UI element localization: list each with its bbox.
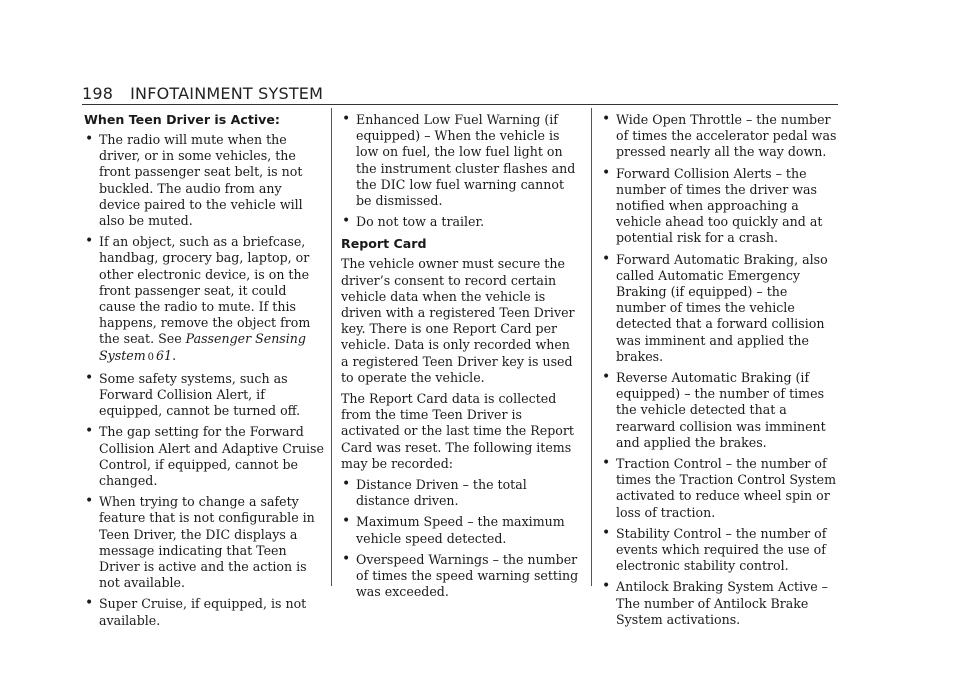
list-item: • Super Cruise, if equipped, is not available. xyxy=(84,596,324,628)
list-item: • Maximum Speed – the maximum vehicle speed detected. xyxy=(341,514,581,546)
page-number: 198 xyxy=(82,84,114,103)
list-item: • Distance Driven – the total distance driven. xyxy=(341,477,581,509)
passenger-sensing-link[interactable]: Passenger Sensing System xyxy=(99,331,306,363)
page-reference[interactable]: 61 xyxy=(156,347,173,363)
column-divider-2 xyxy=(591,108,592,586)
list-item: • Overspeed Warnings – the number of times the speed warning setting was exceeded. xyxy=(341,552,581,601)
list-item: • If an object, such as a briefcase, handbag, grocery bag, laptop, or other electronic device, is on the front passenger seat, it could cause the radio to mute. If this happens, remove the object from the seat. See Passenger Sensing System 0 61. xyxy=(84,234,324,366)
header-rule xyxy=(82,104,838,105)
report-card-paragraph-2: The Report Card data is collected from the time Teen Driver is activated or the last time the Report Card was reset. The following items may be recorded: xyxy=(341,391,574,471)
list-item: • Enhanced Low Fuel Warning (if equipped) – When the vehicle is low on fuel, the low fuel light on the instrument cluster flashes and the DIC low fuel warning cannot be dismissed. xyxy=(341,112,581,209)
teen-driver-active-list xyxy=(84,132,324,629)
report-card-items-list xyxy=(341,477,581,600)
page-header xyxy=(82,84,323,103)
report-card-items-list-continued xyxy=(601,112,841,628)
report-card-heading: Report Card xyxy=(341,236,427,252)
list-item: • Traction Control – the number of times the Traction Control System activated to reduce wheel spin or loss of traction. xyxy=(601,456,841,521)
list-item: • Forward Automatic Braking, also called Automatic Emergency Braking (if equipped) – the number of times the vehicle detected that a forward collision was imminent and applied the brakes. xyxy=(601,252,841,365)
teen-driver-active-heading: When Teen Driver is Active: xyxy=(84,112,280,127)
list-item: • Reverse Automatic Braking (if equipped) – the number of times the vehicle detected that a rearward collision was imminent and applied the brakes. xyxy=(601,370,841,451)
list-item: • Do not tow a trailer. xyxy=(341,214,581,230)
column-3 xyxy=(601,112,841,633)
report-card-paragraph-1: The vehicle owner must secure the driver’s consent to record certain vehicle data when the vehicle is driven with a registered Teen Driver key. There is one Report Card per vehicle. Data is only recorded when a registered Teen Driver key is used to operate the vehicle. xyxy=(341,256,575,385)
column-2 xyxy=(341,112,581,605)
restrictions-list xyxy=(341,112,581,230)
list-item: • Some safety systems, such as Forward Collision Alert, if equipped, cannot be turned off. xyxy=(84,371,324,420)
list-item: • Stability Control – the number of events which required the use of electronic stability control. xyxy=(601,526,841,575)
list-item: • Antilock Braking System Active – The number of Antilock Brake System activations. xyxy=(601,579,841,628)
column-1 xyxy=(84,112,324,634)
list-item: • The gap setting for the Forward Collision Alert and Adaptive Cruise Control, if equipped, cannot be changed. xyxy=(84,424,324,489)
column-divider-1 xyxy=(331,108,332,586)
list-item: • Wide Open Throttle – the number of times the accelerator pedal was pressed nearly all the way down. xyxy=(601,112,841,161)
section-title: INFOTAINMENT SYSTEM xyxy=(130,84,324,103)
page-ref-arrow-icon: 0 xyxy=(147,351,155,363)
list-item: • Forward Collision Alerts – the number of times the driver was notified when approaching a vehicle ahead too quickly and at potential risk for a crash. xyxy=(601,166,841,247)
list-item: • When trying to change a safety feature that is not configurable in Teen Driver, the DIC displays a message indicating that Teen Driver is active and the action is not available. xyxy=(84,494,324,591)
list-item: • The radio will mute when the driver, or in some vehicles, the front passenger seat belt, is not buckled. The audio from any device paired to the vehicle will also be muted. xyxy=(84,132,324,229)
